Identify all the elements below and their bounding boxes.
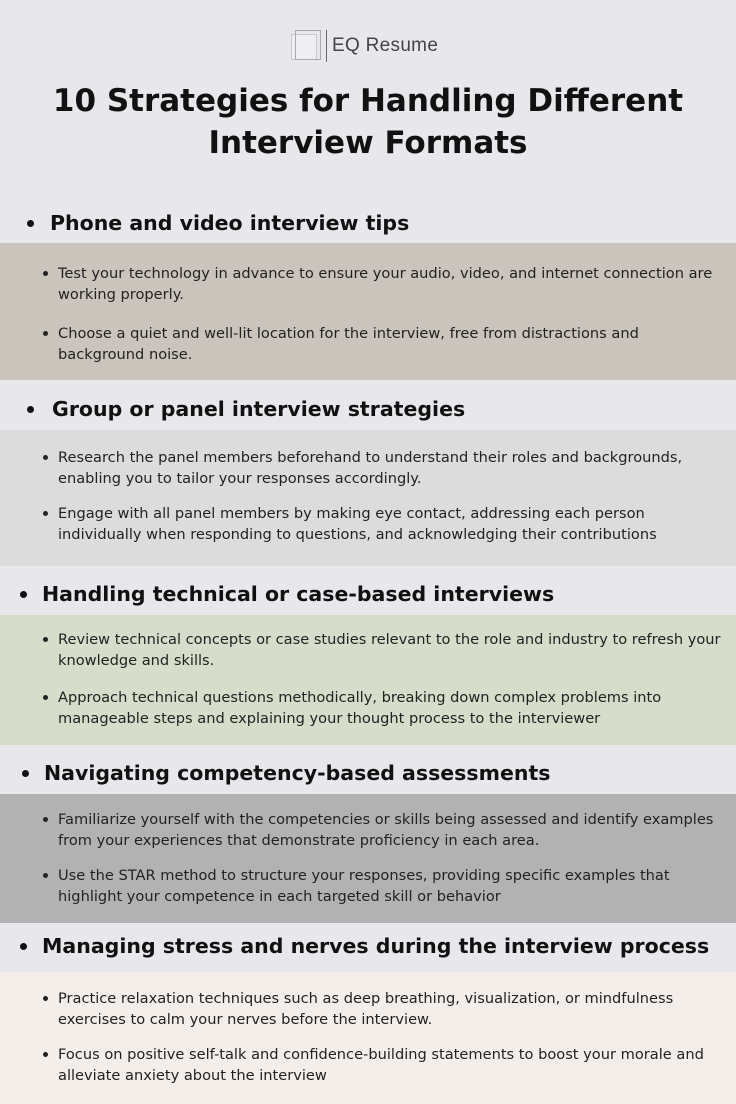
section-heading-text: Navigating competency-based assessments: [44, 761, 551, 785]
heading-bullet-icon: [22, 770, 29, 777]
bullet-item: Test your technology in advance to ensure your audio, video, and internet connection are working properly.: [58, 263, 722, 305]
brand-logo: [291, 28, 438, 64]
section-heading-text: Phone and video interview tips: [50, 211, 410, 235]
heading-bullet-icon: [20, 591, 27, 598]
title-line-2: Interview Formats: [208, 125, 528, 161]
bullet-item: Engage with all panel members by making eye contact, addressing each person individually when responding to questions, and acknowledging their contributions: [58, 503, 722, 545]
section-heading-phone-video: [0, 208, 736, 238]
section-heading-technical: [0, 579, 736, 609]
section-heading-stress: [0, 931, 736, 961]
bullet-item: Review technical concepts or case studies relevant to the role and industry to refresh your knowledge and skills.: [58, 631, 721, 669]
bullet-item: Use the STAR method to structure your responses, providing specific examples that highlight your competence in each targeted skill or behavior: [58, 865, 722, 907]
heading-bullet-icon: [27, 220, 34, 227]
section-band-phone-video: [0, 243, 736, 380]
bullet-item: Research the panel members beforehand to understand their roles and backgrounds, enabling you to tailor your responses accordingly.: [58, 447, 722, 489]
section-band-competency: [0, 794, 736, 923]
section-heading-text: Group or panel interview strategies: [52, 397, 466, 421]
section-heading-text: Managing stress and nerves during the interview process: [42, 934, 710, 958]
section-heading-competency: [0, 758, 736, 788]
page-title: [0, 80, 736, 164]
logo-square-icon: [291, 30, 323, 62]
section-band-stress: [0, 972, 736, 1104]
section-band-group-panel: [0, 430, 736, 566]
section-heading-group-panel: [0, 394, 736, 424]
heading-bullet-icon: [20, 943, 27, 950]
bullet-item: Familiarize yourself with the competencies or skills being assessed and identify examples from your experiences that demonstrate proficiency in each area.: [58, 809, 722, 851]
title-line-1: 10 Strategies for Handling Different: [52, 83, 684, 119]
bullet-item: Practice relaxation techniques such as deep breathing, visualization, or mindfulness exercises to calm your nerves before the interview.: [58, 988, 722, 1030]
brand-name: EQ Resume: [332, 35, 439, 56]
section-heading-text: Handling technical or case-based interviews: [42, 582, 555, 606]
logo-divider: [326, 30, 327, 62]
heading-bullet-icon: [27, 406, 34, 413]
bullet-item: Approach technical questions methodically, breaking down complex problems into manageable steps and explaining your thought process to the interviewer: [58, 687, 722, 729]
bullet-item: Choose a quiet and well-lit location for the interview, free from distractions and background noise.: [58, 323, 722, 365]
bullet-item: Focus on positive self-talk and confidence-building statements to boost your morale and alleviate anxiety about the interview: [58, 1044, 722, 1086]
section-band-technical: [0, 615, 736, 745]
